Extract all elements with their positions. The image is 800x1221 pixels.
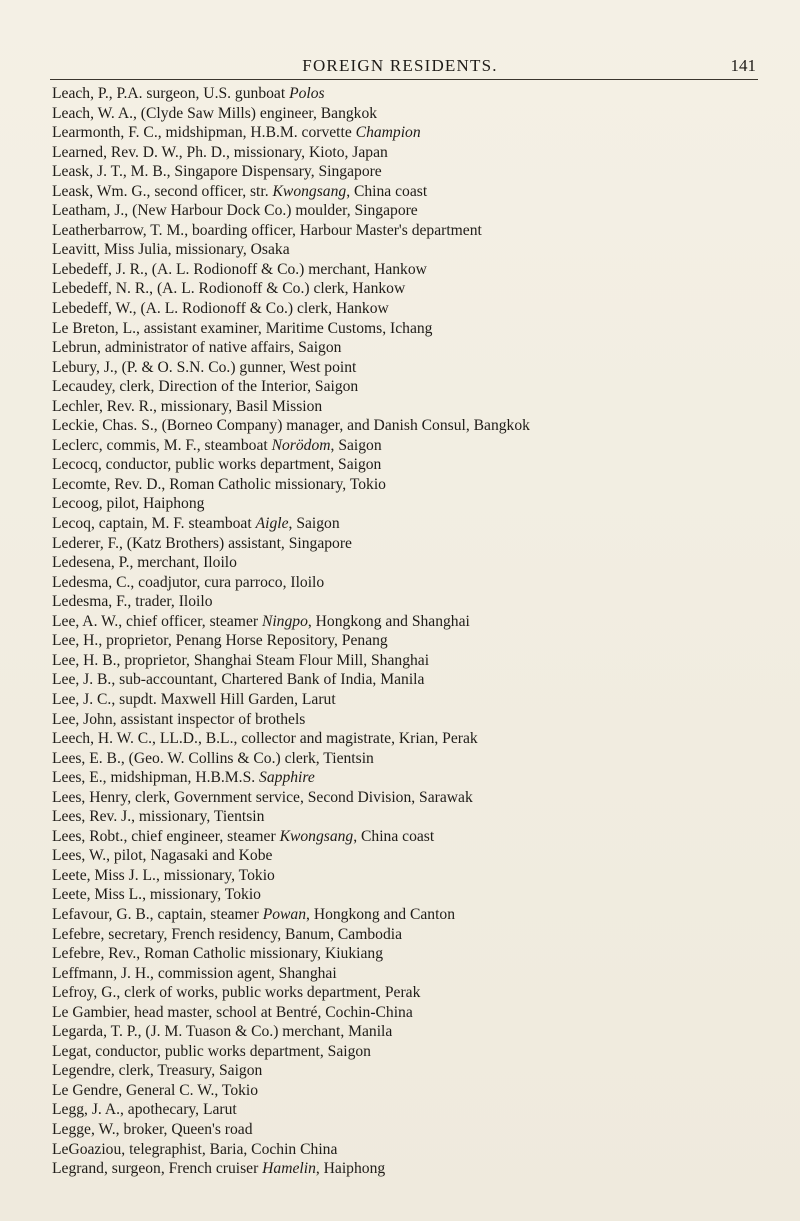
entry-text: Leclerc, commis, M. F., steamboat xyxy=(52,436,272,454)
entry-text: Legarda, T. P., (J. M. Tuason & Co.) merchant, Manila xyxy=(52,1023,393,1041)
entry-text-tail: , Hongkong and Shanghai xyxy=(307,612,470,630)
vessel-name: Hamelin xyxy=(262,1160,316,1178)
list-item xyxy=(52,905,794,925)
list-item xyxy=(52,319,794,339)
entry-text: Learned, Rev. D. W., Ph. D., missionary, Kioto, Japan xyxy=(52,143,388,161)
vessel-name: Ningpo xyxy=(261,612,308,630)
entry-text: Leask, Wm. G., second officer, str. xyxy=(52,182,273,200)
page-title: FOREIGN RESIDENTS. xyxy=(302,56,498,75)
entry-text: Leach, P., P.A. surgeon, U.S. gunboat xyxy=(52,85,290,102)
entry-text: Lebury, J., (P. & O. S.N. Co.) gunner, West point xyxy=(52,358,357,376)
entry-text-tail: , China coast xyxy=(353,827,435,845)
entry-text-tail: , China coast xyxy=(346,182,428,200)
vessel-name: Norödom xyxy=(271,436,331,454)
entry-text-tail: , Saigon xyxy=(330,436,382,454)
list-item xyxy=(52,631,794,651)
vessel-name: Polos xyxy=(289,85,325,102)
list-item xyxy=(52,925,794,945)
list-item xyxy=(52,377,794,397)
list-item xyxy=(52,84,794,104)
entry-text: Legrand, surgeon, French cruiser xyxy=(52,1160,263,1178)
list-item xyxy=(52,592,794,612)
vessel-name: Sapphire xyxy=(259,769,315,787)
entry-text: Lee, John, assistant inspector of brothels xyxy=(52,710,306,728)
list-item xyxy=(52,1003,794,1023)
vessel-name: Kwongsang xyxy=(279,827,354,845)
list-item xyxy=(52,807,794,827)
entry-text: Leatherbarrow, T. M., boarding officer, Harbour Master's department xyxy=(52,221,482,239)
entry-text: Lees, Henry, clerk, Government service, Second Division, Sarawak xyxy=(52,788,473,806)
list-item xyxy=(52,514,794,534)
entry-text: Leffmann, J. H., commission agent, Shanghai xyxy=(52,964,337,982)
list-item xyxy=(52,729,794,749)
list-item xyxy=(52,885,794,905)
entry-text: Lee, H., proprietor, Penang Horse Repository, Penang xyxy=(52,632,388,650)
list-item xyxy=(52,710,794,730)
entry-text: Le Gendre, General C. W., Tokio xyxy=(52,1081,259,1099)
list-item xyxy=(52,143,794,163)
entry-text: Lecoog, pilot, Haiphong xyxy=(52,495,205,513)
entry-text: Le Gambier, head master, school at Bentré, Cochin-China xyxy=(52,1003,413,1021)
entry-text: Lees, W., pilot, Nagasaki and Kobe xyxy=(52,847,273,865)
entry-text: Leete, Miss L., missionary, Tokio xyxy=(52,886,261,904)
list-item xyxy=(52,1061,794,1081)
entry-text-tail: , Hongkong and Canton xyxy=(306,905,456,923)
resident-list xyxy=(52,84,794,1179)
list-item xyxy=(52,299,794,319)
vessel-name: Champion xyxy=(355,124,421,142)
entry-text: Learmonth, F. C., midshipman, H.B.M. corvette xyxy=(52,124,356,142)
entry-text: Lederer, F., (Katz Brothers) assistant, Singapore xyxy=(52,534,352,552)
list-item xyxy=(52,436,794,456)
vessel-name: Kwongsang xyxy=(272,182,347,200)
entry-text: Lebrun, administrator of native affairs, Saigon xyxy=(52,339,342,357)
entry-text: Lecocq, conductor, public works department, Saigon xyxy=(52,456,382,474)
entry-text: Lefavour, G. B., captain, steamer xyxy=(52,905,263,923)
list-item xyxy=(52,1042,794,1062)
page-header xyxy=(0,56,800,80)
list-item xyxy=(52,573,794,593)
entry-text: Leach, W. A., (Clyde Saw Mills) engineer, Bangkok xyxy=(52,104,378,122)
entry-text: Lecoq, captain, M. F. steamboat xyxy=(52,515,256,533)
list-item xyxy=(52,944,794,964)
list-item xyxy=(52,827,794,847)
entry-text: Lee, J. C., supdt. Maxwell Hill Garden, Larut xyxy=(52,690,336,708)
entry-text: LeGoaziou, telegraphist, Baria, Cochin China xyxy=(52,1140,338,1158)
entry-text: Leete, Miss J. L., missionary, Tokio xyxy=(52,866,275,884)
entry-text: Lebedeff, N. R., (A. L. Rodionoff & Co.) clerk, Hankow xyxy=(52,280,406,298)
list-item xyxy=(52,553,794,573)
entry-text: Lebedeff, J. R., (A. L. Rodionoff & Co.) merchant, Hankow xyxy=(52,260,427,278)
list-item xyxy=(52,123,794,143)
entry-text: Leech, H. W. C., LL.D., B.L., collector and magistrate, Krian, Perak xyxy=(52,730,478,748)
list-item xyxy=(52,983,794,1003)
list-item xyxy=(52,201,794,221)
entry-text: Leask, J. T., M. B., Singapore Dispensary, Singapore xyxy=(52,163,382,181)
list-item xyxy=(52,788,794,808)
entry-text: Legge, W., broker, Queen's road xyxy=(52,1120,253,1138)
entry-text-tail: , Haiphong xyxy=(315,1160,386,1178)
list-item xyxy=(52,455,794,475)
list-item xyxy=(52,612,794,632)
entry-text: Lees, Robt., chief engineer, steamer xyxy=(52,827,280,845)
entry-text: Leckie, Chas. S., (Borneo Company) manager, and Danish Consul, Bangkok xyxy=(52,417,530,435)
list-item xyxy=(52,182,794,202)
entry-text: Ledesena, P., merchant, Iloilo xyxy=(52,554,237,572)
entry-text: Lecomte, Rev. D., Roman Catholic missionary, Tokio xyxy=(52,475,386,493)
list-item xyxy=(52,260,794,280)
list-item xyxy=(52,1120,794,1140)
list-item xyxy=(52,358,794,378)
list-item xyxy=(52,1100,794,1120)
entry-text: Lefebre, secretary, French residency, Banum, Cambodia xyxy=(52,925,402,943)
list-item xyxy=(52,279,794,299)
list-item xyxy=(52,670,794,690)
page-number: 141 xyxy=(730,56,756,75)
entry-text: Lees, E., midshipman, H.B.M.S. xyxy=(52,769,260,787)
entry-text: Lefroy, G., clerk of works, public works department, Perak xyxy=(52,984,421,1002)
list-item xyxy=(52,690,794,710)
vessel-name: Powan xyxy=(262,905,307,923)
header-rule xyxy=(50,79,758,80)
entry-text: Lee, A. W., chief officer, steamer xyxy=(52,612,262,630)
entry-text: Le Breton, L., assistant examiner, Maritime Customs, Ichang xyxy=(52,319,433,337)
entry-text-tail: , Saigon xyxy=(288,515,340,533)
entry-text: Lechler, Rev. R., missionary, Basil Mission xyxy=(52,397,323,415)
list-item xyxy=(52,397,794,417)
entry-text: Legendre, clerk, Treasury, Saigon xyxy=(52,1062,263,1080)
list-item xyxy=(52,1159,794,1179)
list-item xyxy=(52,416,794,436)
list-item xyxy=(52,1081,794,1101)
entry-text: Lees, Rev. J., missionary, Tientsin xyxy=(52,808,265,826)
list-item xyxy=(52,651,794,671)
list-item xyxy=(52,749,794,769)
entry-text: Leavitt, Miss Julia, missionary, Osaka xyxy=(52,241,290,259)
entry-text: Lee, J. B., sub-accountant, Chartered Bank of India, Manila xyxy=(52,671,425,689)
list-item xyxy=(52,162,794,182)
list-item xyxy=(52,768,794,788)
entry-text: Ledesma, F., trader, Iloilo xyxy=(52,593,213,611)
entry-text: Legg, J. A., apothecary, Larut xyxy=(52,1101,237,1119)
list-item xyxy=(52,846,794,866)
entry-text: Ledesma, C., coadjutor, cura parroco, Iloilo xyxy=(52,573,325,591)
entry-text: Lebedeff, W., (A. L. Rodionoff & Co.) clerk, Hankow xyxy=(52,300,389,318)
entry-text: Lees, E. B., (Geo. W. Collins & Co.) clerk, Tientsin xyxy=(52,749,374,767)
list-item xyxy=(52,1022,794,1042)
list-item xyxy=(52,1140,794,1160)
list-item xyxy=(52,104,794,124)
entry-text: Lefebre, Rev., Roman Catholic missionary, Kiukiang xyxy=(52,945,384,963)
list-item xyxy=(52,338,794,358)
entry-text: Leatham, J., (New Harbour Dock Co.) moulder, Singapore xyxy=(52,202,418,220)
list-item xyxy=(52,475,794,495)
list-item xyxy=(52,866,794,886)
list-item xyxy=(52,534,794,554)
entry-text: Lecaudey, clerk, Direction of the Interior, Saigon xyxy=(52,378,359,396)
entry-text: Lee, H. B., proprietor, Shanghai Steam Flour Mill, Shanghai xyxy=(52,651,430,669)
list-item xyxy=(52,240,794,260)
list-item xyxy=(52,964,794,984)
entry-text: Legat, conductor, public works department, Saigon xyxy=(52,1042,371,1060)
list-item xyxy=(52,221,794,241)
vessel-name: Aigle xyxy=(255,515,289,533)
list-item xyxy=(52,494,794,514)
